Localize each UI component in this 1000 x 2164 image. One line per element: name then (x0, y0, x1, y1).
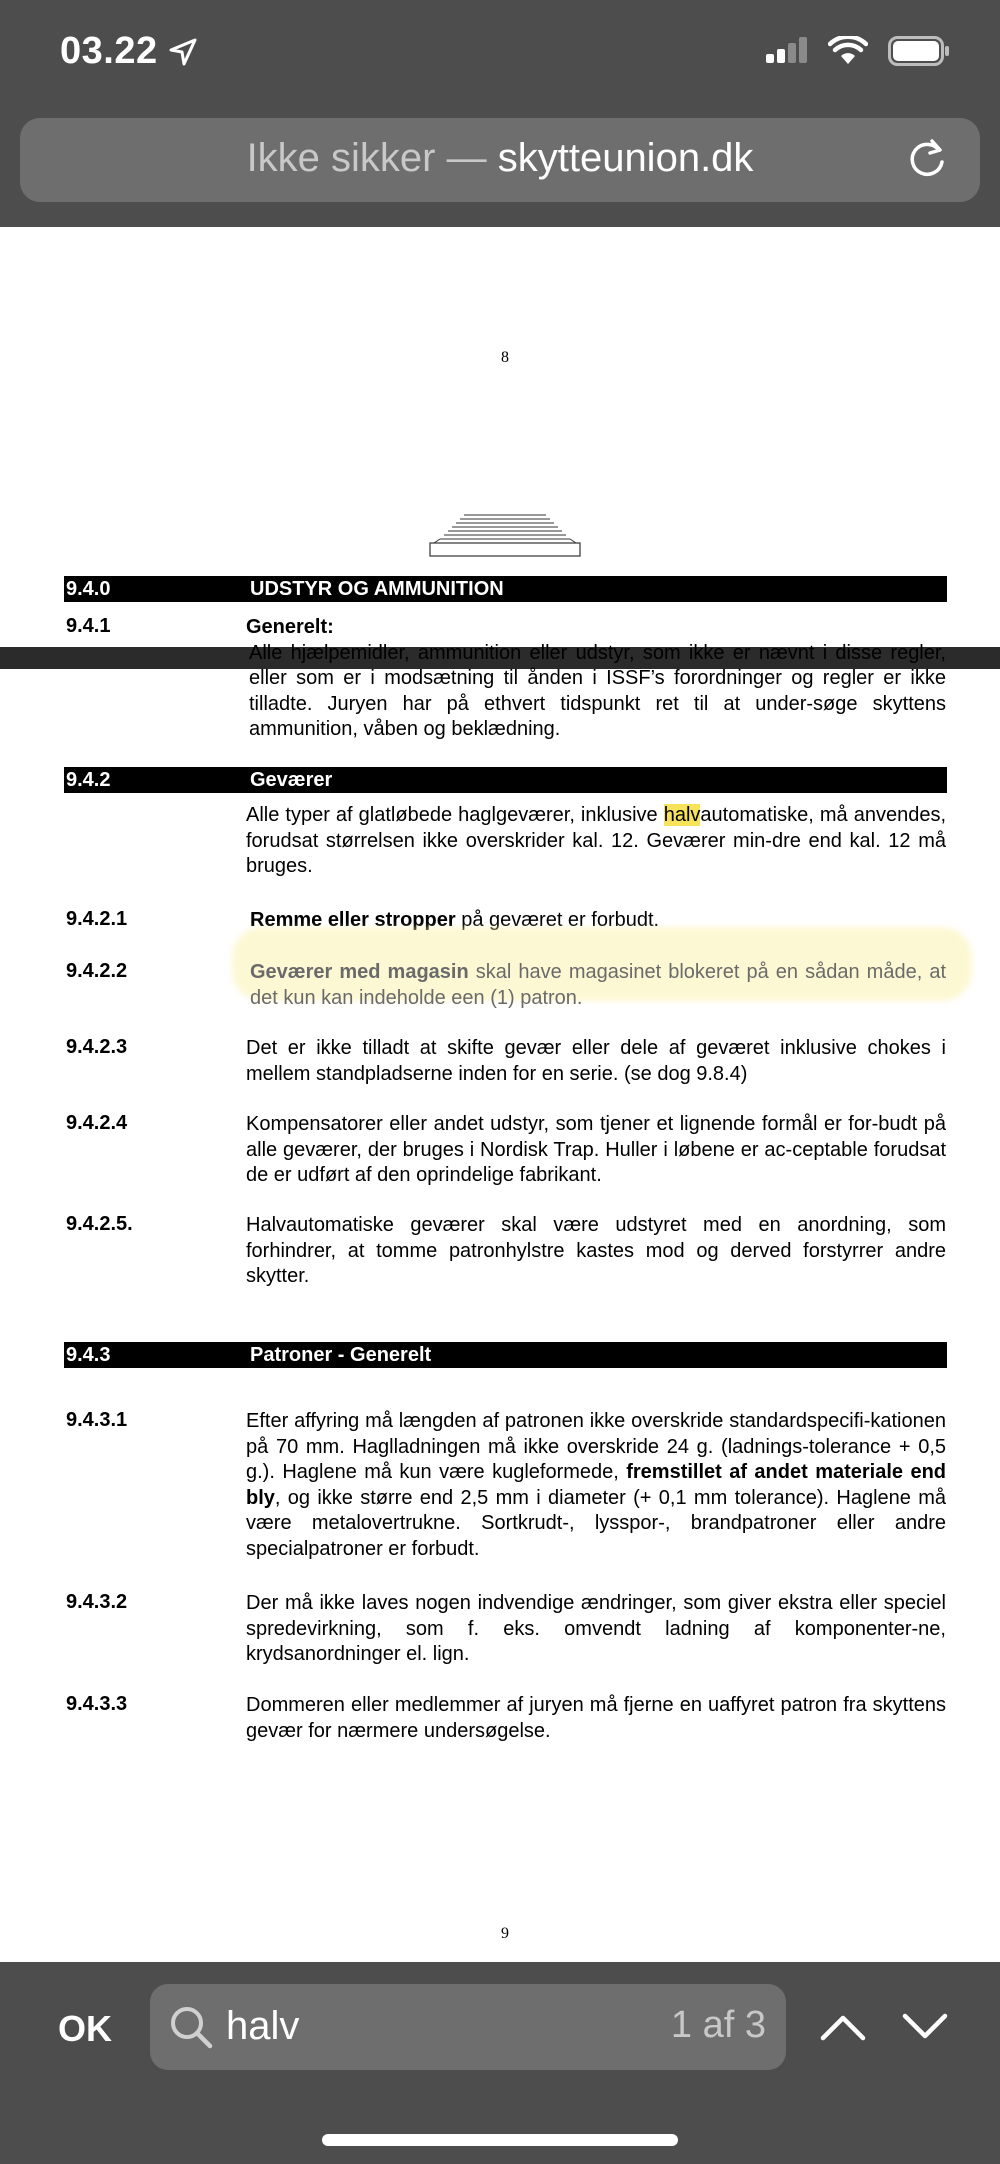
find-ok-button[interactable]: OK (58, 2008, 112, 2049)
item-number-9431: 9.4.3.1 (66, 1409, 128, 1431)
url-security-label: Ikke sikker — (246, 136, 498, 180)
location-arrow-icon (168, 37, 198, 67)
text-run: , og ikke større end 2,5 mm i diameter (+ 0,1 mm tolerance). Haglene må være metalovertrukne. Sortkrudt-, lysspor-, brandpatroner eller andre specialpatroner er forbudt. (246, 1486, 946, 1560)
status-time: 03.22 (60, 30, 158, 72)
section-number: 9.4.0 (66, 578, 111, 600)
item-number-9432: 9.4.3.2 (66, 1591, 128, 1613)
section-title: Patroner - Generelt (250, 1344, 432, 1366)
item-number-9424: 9.4.2.4 (66, 1112, 128, 1134)
find-search-field[interactable] (150, 1984, 786, 2070)
item-9425-text: Halvautomatiske geværer skal være udstyret med en anordning, som forhindrer, at tomme patronhylstre kastes mod og derved forstyrrer andre skytter. (246, 1214, 946, 1287)
search-icon (168, 2004, 214, 2050)
section-header-940 (64, 576, 947, 602)
text-run: på geværet er forbudt. (455, 909, 660, 931)
item-number-941: 9.4.1 (66, 615, 111, 637)
status-time-group (60, 30, 198, 73)
cellular-signal-icon (766, 37, 808, 65)
item-number-9425: 9.4.2.5. (66, 1213, 133, 1235)
item-941-title: Generelt: (246, 616, 334, 638)
item-941 (246, 615, 946, 743)
item-9422-text (250, 960, 946, 1011)
text-run: skal have magasinet blokeret på en sådan måde, at det kun kan indeholde een (1) patron. (250, 961, 947, 1009)
item-942-text (246, 803, 946, 880)
page-number-top: 8 (501, 349, 509, 366)
item-number-9423: 9.4.2.3 (66, 1036, 128, 1058)
address-bar[interactable] (20, 118, 980, 202)
find-query[interactable]: halv (226, 2004, 300, 2048)
text-run: Efter affyring må længden af patronen ikke overskride standardspecifi-kationen på 70 mm. Haglladningen må ikke overskride 24 g. (ladnings-tolerance + 0,5 g.). Haglene må kun være kugleformede, (246, 1410, 946, 1483)
section-header-942 (64, 767, 947, 793)
home-indicator[interactable] (322, 2134, 678, 2146)
next-match-chevron-down-icon[interactable] (900, 2004, 950, 2050)
bold-run: Remme eller stropper (250, 909, 456, 931)
bold-run: fremstillet af andet materiale end bly (246, 1461, 946, 1509)
bold-run: Geværer med magasin (250, 961, 469, 983)
item-9433-text: Dommeren eller medlemmer af juryen må fjerne en uaffyret patron fra skyttens gevær for nærmere undersøgelse. (246, 1694, 946, 1742)
text-run: automatiske, må anvendes, forudsat størrelsen ikke overskrider kal. 12. Geværer min-dre end kal. 12 må bruges. (246, 804, 946, 877)
url-domain: skytteunion.dk (497, 136, 754, 180)
section-header-943 (64, 1342, 947, 1368)
pdf-viewer[interactable] (0, 227, 1000, 1962)
reload-icon[interactable] (904, 136, 950, 182)
item-number-9422: 9.4.2.2 (66, 960, 128, 982)
section-title: Geværer (250, 769, 333, 791)
browser-top-bar (0, 0, 1000, 227)
document-logo (428, 509, 584, 557)
previous-match-chevron-up-icon[interactable] (818, 2004, 868, 2050)
find-match-count: 1 af 3 (670, 2004, 766, 2046)
text-run: Alle typer af glatløbede haglgeværer, inklusive (246, 804, 664, 826)
battery-icon (888, 36, 950, 66)
item-9432-text: Der må ikke laves nogen indvendige ændringer, som giver ekstra eller speciel spredevirkning, som f. eks. omvendt ladning af komponenter-ne, krydsanordninger el. lign. (246, 1592, 946, 1665)
address-text[interactable] (20, 136, 980, 181)
status-icons (766, 36, 950, 66)
item-941-text: Alle hjælpemidler, ammunition eller udstyr, som ikke er nævnt i disse regler, eller som er i modsætning til ånden i ISSF’s forordninger og regler er ikke tilladte. Juryen har på ethvert tidspunkt ret til at under-søge skyttens ammunition, våben og beklædning. (249, 641, 946, 740)
item-number-9433: 9.4.3.3 (66, 1693, 128, 1715)
item-9423-text: Det er ikke tilladt at skifte gevær eller dele af geværet inklusive chokes i mellem standpladserne inden for en serie. (se dog 9.8.4) (246, 1037, 946, 1085)
item-9424-text: Kompensatorer eller andet udstyr, som tjener et lignende formål er for-budt på alle geværer, der bruges i Nordisk Trap. Huller i løbene er ac-ceptable forudsat de er udført af den oprindelige fabrikant. (246, 1113, 946, 1186)
page-number-bottom: 9 (501, 1925, 509, 1942)
item-9431-text (246, 1409, 946, 1562)
section-number: 9.4.2 (66, 769, 111, 791)
section-title: UDSTYR OG AMMUNITION (250, 578, 504, 600)
section-number: 9.4.3 (66, 1344, 111, 1366)
wifi-icon (828, 36, 868, 66)
search-match-highlight[interactable]: halv (663, 804, 701, 826)
item-number-9421: 9.4.2.1 (66, 908, 128, 930)
